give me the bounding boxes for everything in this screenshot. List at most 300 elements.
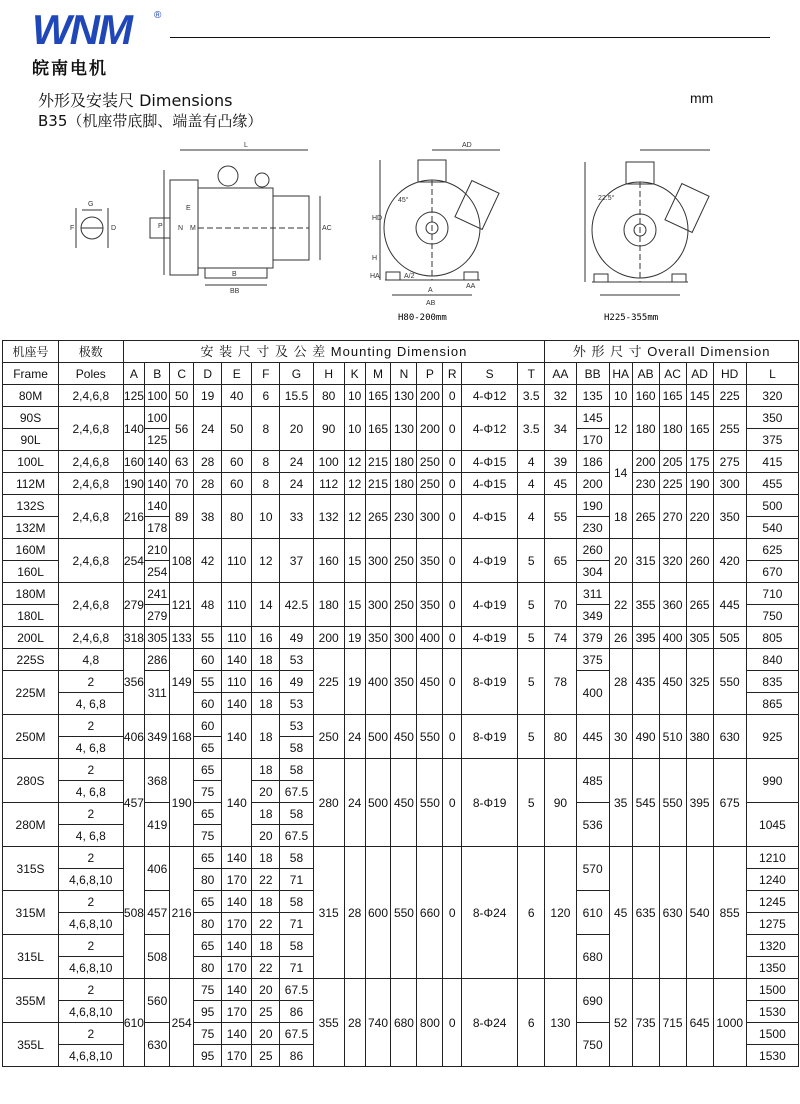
cell-p: 300 xyxy=(417,495,443,539)
cell-g: 86 xyxy=(280,1045,313,1067)
dim-label-22-5deg: 22.5° xyxy=(598,195,615,202)
cell-b: 210 xyxy=(145,539,170,561)
cell-k: 24 xyxy=(344,715,365,759)
header-col-e: E xyxy=(222,363,252,385)
side-view-drawing xyxy=(150,150,320,285)
cell-r: 0 xyxy=(443,649,462,715)
cell-g: 58 xyxy=(280,737,313,759)
cell-hd: 505 xyxy=(713,627,746,649)
cell-g: 58 xyxy=(280,891,313,913)
cell-l: 350 xyxy=(746,407,798,429)
cell-ac: 450 xyxy=(659,649,686,715)
cell-l: 455 xyxy=(746,473,798,495)
cell-hd: 630 xyxy=(713,715,746,759)
cell-d: 80 xyxy=(194,957,222,979)
cell-frame: 90L xyxy=(3,429,59,451)
cell-ab: 160 xyxy=(632,385,659,407)
cell-b: 368 xyxy=(145,759,170,803)
cell-e: 170 xyxy=(222,1001,252,1023)
cell-c: 89 xyxy=(170,495,194,539)
cell-f: 18 xyxy=(252,935,280,957)
cell-f: 18 xyxy=(252,693,280,715)
cell-ha: 18 xyxy=(609,495,632,539)
cell-poles: 2,4,6,8 xyxy=(59,407,123,451)
cell-t: 5 xyxy=(518,583,545,627)
cell-bb: 485 xyxy=(576,759,609,803)
cell-ac: 320 xyxy=(659,539,686,583)
cell-ac: 270 xyxy=(659,495,686,539)
cell-poles: 4, 6,8 xyxy=(59,781,123,803)
cell-s: 4-Φ19 xyxy=(462,583,518,627)
cell-c: 121 xyxy=(170,583,194,627)
cell-g: 58 xyxy=(280,803,313,825)
cell-d: 65 xyxy=(194,759,222,781)
cell-aa: 90 xyxy=(545,759,576,847)
table-row xyxy=(3,407,799,429)
dim-label-F: F xyxy=(70,225,75,232)
cell-e: 80 xyxy=(222,495,252,539)
cell-frame: 180L xyxy=(3,605,59,627)
motor-dimension-drawing xyxy=(0,130,800,335)
cell-hd: 855 xyxy=(713,847,746,979)
cell-h: 355 xyxy=(313,979,344,1067)
cell-frame: 200L xyxy=(3,627,59,649)
cell-d: 38 xyxy=(194,495,222,539)
cell-bb: 230 xyxy=(576,517,609,539)
cell-poles: 4,6,8,10 xyxy=(59,957,123,979)
cell-l: 1045 xyxy=(746,803,798,847)
cell-aa: 78 xyxy=(545,649,576,715)
table-row xyxy=(3,539,799,561)
cell-poles: 4,6,8,10 xyxy=(59,1001,123,1023)
cell-k: 19 xyxy=(344,649,365,715)
cell-ha: 12 xyxy=(609,407,632,451)
dim-label-M: M xyxy=(190,225,196,232)
cell-poles: 2 xyxy=(59,715,123,737)
cell-a: 125 xyxy=(123,385,145,407)
cell-c: 108 xyxy=(170,539,194,583)
cell-frame: 225M xyxy=(3,671,59,715)
cell-frame: 280S xyxy=(3,759,59,803)
cell-d: 65 xyxy=(194,803,222,825)
cell-bb: 690 xyxy=(576,979,609,1023)
cell-aa: 70 xyxy=(545,583,576,627)
cell-n: 350 xyxy=(391,649,417,715)
cell-t: 3.5 xyxy=(518,385,545,407)
header-col-ac: AC xyxy=(659,363,686,385)
cell-hd: 420 xyxy=(713,539,746,583)
cell-a: 406 xyxy=(123,715,145,759)
cell-poles: 4,6,8,10 xyxy=(59,869,123,891)
cell-b: 140 xyxy=(145,495,170,517)
cell-r: 0 xyxy=(443,627,462,649)
cell-d: 75 xyxy=(194,1023,222,1045)
cell-poles: 2,4,6,8 xyxy=(59,495,123,539)
cell-l: 1500 xyxy=(746,979,798,1001)
dim-label-D: D xyxy=(111,225,117,232)
cell-p: 550 xyxy=(417,759,443,847)
cell-p: 450 xyxy=(417,649,443,715)
cell-poles: 2,4,6,8 xyxy=(59,627,123,649)
cell-ha: 26 xyxy=(609,627,632,649)
cell-bb: 680 xyxy=(576,935,609,979)
cell-ab: 635 xyxy=(632,847,659,979)
cell-l: 1210 xyxy=(746,847,798,869)
cell-k: 19 xyxy=(344,627,365,649)
cell-frame: 250M xyxy=(3,715,59,759)
cell-g: 49 xyxy=(280,671,313,693)
cell-bb: 145 xyxy=(576,407,609,429)
cell-m: 350 xyxy=(365,627,391,649)
cell-poles: 2,4,6,8 xyxy=(59,451,123,473)
page-title: 外形及安装尺 Dimensions xyxy=(38,91,233,110)
cell-s: 4-Φ15 xyxy=(462,495,518,539)
cell-hd: 275 xyxy=(713,451,746,473)
cell-ab: 315 xyxy=(632,539,659,583)
cell-d: 28 xyxy=(194,473,222,495)
header-row-1 xyxy=(3,341,799,363)
cell-g: 71 xyxy=(280,869,313,891)
cell-g: 67.5 xyxy=(280,825,313,847)
cell-frame: 80M xyxy=(3,385,59,407)
cell-d: 48 xyxy=(194,583,222,627)
cell-b: 286 xyxy=(145,649,170,671)
cell-ad: 265 xyxy=(686,583,713,627)
cell-k: 28 xyxy=(344,979,365,1067)
cell-poles: 4,6,8,10 xyxy=(59,1045,123,1067)
cell-h: 315 xyxy=(313,847,344,979)
cell-t: 6 xyxy=(518,847,545,979)
cell-b: 305 xyxy=(145,627,170,649)
cell-f: 25 xyxy=(252,1045,280,1067)
table-row xyxy=(3,649,799,671)
cell-f: 22 xyxy=(252,869,280,891)
header-col-a: A xyxy=(123,363,145,385)
front-view-large-drawing xyxy=(585,150,710,295)
cell-poles: 4, 6,8 xyxy=(59,825,123,847)
cell-t: 3.5 xyxy=(518,407,545,451)
header-col-ad: AD xyxy=(686,363,713,385)
table-row xyxy=(3,759,799,781)
cell-bb: 750 xyxy=(576,1023,609,1067)
cell-l: 540 xyxy=(746,517,798,539)
cell-l: 415 xyxy=(746,451,798,473)
cell-t: 5 xyxy=(518,649,545,715)
cell-l: 750 xyxy=(746,605,798,627)
cell-frame: 355L xyxy=(3,1023,59,1067)
cell-bb: 186 xyxy=(576,451,609,473)
table-row xyxy=(3,495,799,517)
cell-ad: 305 xyxy=(686,627,713,649)
cell-poles: 2 xyxy=(59,759,123,781)
cell-ac: 510 xyxy=(659,715,686,759)
cell-b: 100 xyxy=(145,385,170,407)
cell-poles: 2,4,6,8 xyxy=(59,473,123,495)
cell-frame: 180M xyxy=(3,583,59,605)
cell-hd: 350 xyxy=(713,495,746,539)
cell-f: 16 xyxy=(252,671,280,693)
cell-bb: 536 xyxy=(576,803,609,847)
cell-s: 4-Φ12 xyxy=(462,385,518,407)
cell-p: 200 xyxy=(417,407,443,451)
cell-e: 110 xyxy=(222,627,252,649)
cell-p: 250 xyxy=(417,451,443,473)
cell-k: 10 xyxy=(344,385,365,407)
cell-e: 140 xyxy=(222,935,252,957)
cell-ac: 165 xyxy=(659,385,686,407)
cell-e: 60 xyxy=(222,451,252,473)
cell-a: 190 xyxy=(123,473,145,495)
cell-t: 5 xyxy=(518,759,545,847)
cell-hd: 550 xyxy=(713,649,746,715)
cell-s: 8-Φ24 xyxy=(462,847,518,979)
cell-l: 1350 xyxy=(746,957,798,979)
cell-m: 600 xyxy=(365,847,391,979)
cell-m: 165 xyxy=(365,385,391,407)
header-col-bb: BB xyxy=(576,363,609,385)
cell-poles: 4, 6,8 xyxy=(59,737,123,759)
cell-poles: 4,8 xyxy=(59,649,123,671)
cell-f: 10 xyxy=(252,495,280,539)
cell-d: 55 xyxy=(194,671,222,693)
cell-e: 110 xyxy=(222,671,252,693)
cell-p: 350 xyxy=(417,583,443,627)
cell-g: 58 xyxy=(280,847,313,869)
dim-label-A-half: A/2 xyxy=(404,273,415,280)
cell-ad: 165 xyxy=(686,407,713,451)
cell-g: 33 xyxy=(280,495,313,539)
header-col-b: B xyxy=(145,363,170,385)
cell-f: 18 xyxy=(252,847,280,869)
cell-s: 8-Φ24 xyxy=(462,979,518,1067)
cell-hd: 675 xyxy=(713,759,746,847)
table-row xyxy=(3,583,799,605)
cell-ha: 45 xyxy=(609,847,632,979)
cell-aa: 74 xyxy=(545,627,576,649)
cell-poles: 2 xyxy=(59,671,123,693)
dim-label-HD: HD xyxy=(372,215,383,222)
cell-f: 22 xyxy=(252,913,280,935)
cell-t: 6 xyxy=(518,979,545,1067)
header-poles-cn: 极数 xyxy=(59,341,123,363)
cell-h: 90 xyxy=(313,407,344,451)
cell-aa: 80 xyxy=(545,715,576,759)
cell-d: 55 xyxy=(194,627,222,649)
cell-g: 20 xyxy=(280,407,313,451)
dim-label-B: B xyxy=(232,271,237,278)
cell-ab: 230 xyxy=(632,473,659,495)
cell-p: 550 xyxy=(417,715,443,759)
dim-label-45deg: 45° xyxy=(398,197,409,204)
unit-label: mm xyxy=(690,90,714,106)
cell-c: 254 xyxy=(170,979,194,1067)
cell-e: 140 xyxy=(222,847,252,869)
cell-bb: 570 xyxy=(576,847,609,891)
cell-poles: 2 xyxy=(59,1023,123,1045)
cell-a: 279 xyxy=(123,583,145,627)
cell-h: 160 xyxy=(313,539,344,583)
cell-d: 95 xyxy=(194,1001,222,1023)
cell-r: 0 xyxy=(443,407,462,451)
cell-c: 216 xyxy=(170,847,194,979)
cell-l: 840 xyxy=(746,649,798,671)
cell-g: 53 xyxy=(280,693,313,715)
cell-frame: 225S xyxy=(3,649,59,671)
cell-h: 132 xyxy=(313,495,344,539)
cell-ab: 200 xyxy=(632,451,659,473)
cell-d: 60 xyxy=(194,649,222,671)
cell-f: 18 xyxy=(252,715,280,759)
cell-n: 680 xyxy=(391,979,417,1067)
cell-s: 4-Φ15 xyxy=(462,451,518,473)
cell-d: 95 xyxy=(194,1045,222,1067)
cell-hd: 225 xyxy=(713,385,746,407)
cell-b: 241 xyxy=(145,583,170,605)
cell-b: 125 xyxy=(145,429,170,451)
cell-bb: 375 xyxy=(576,649,609,671)
front-view-small-drawing xyxy=(380,150,500,295)
cell-f: 25 xyxy=(252,1001,280,1023)
cell-k: 10 xyxy=(344,407,365,451)
cell-bb: 190 xyxy=(576,495,609,517)
cell-a: 140 xyxy=(123,407,145,451)
cell-d: 60 xyxy=(194,715,222,737)
cell-bb: 200 xyxy=(576,473,609,495)
cell-g: 15.5 xyxy=(280,385,313,407)
cell-ha: 35 xyxy=(609,759,632,847)
cell-b: 419 xyxy=(145,803,170,847)
cell-e: 170 xyxy=(222,1045,252,1067)
cell-l: 1275 xyxy=(746,913,798,935)
cell-d: 28 xyxy=(194,451,222,473)
cell-a: 356 xyxy=(123,649,145,715)
cell-bb: 349 xyxy=(576,605,609,627)
cell-f: 18 xyxy=(252,649,280,671)
cell-a: 457 xyxy=(123,759,145,847)
dim-label-A: A xyxy=(428,287,433,294)
cell-h: 280 xyxy=(313,759,344,847)
cell-m: 165 xyxy=(365,407,391,451)
cell-frame: 132M xyxy=(3,517,59,539)
cell-s: 4-Φ19 xyxy=(462,539,518,583)
dim-label-AC: AC xyxy=(322,225,332,232)
header-col-r: R xyxy=(443,363,462,385)
dim-label-AA: AA xyxy=(466,283,476,290)
cell-frame: 315M xyxy=(3,891,59,935)
cell-r: 0 xyxy=(443,451,462,473)
cell-t: 4 xyxy=(518,451,545,473)
cell-l: 320 xyxy=(746,385,798,407)
cell-c: 168 xyxy=(170,715,194,759)
cell-a: 254 xyxy=(123,539,145,583)
header-frame: Frame xyxy=(3,363,59,385)
cell-f: 20 xyxy=(252,1023,280,1045)
cell-n: 230 xyxy=(391,495,417,539)
cell-n: 250 xyxy=(391,583,417,627)
cell-p: 250 xyxy=(417,473,443,495)
cell-e: 170 xyxy=(222,913,252,935)
cell-d: 75 xyxy=(194,825,222,847)
cell-f: 20 xyxy=(252,979,280,1001)
cell-p: 660 xyxy=(417,847,443,979)
cell-ad: 260 xyxy=(686,539,713,583)
cell-f: 18 xyxy=(252,891,280,913)
cell-c: 63 xyxy=(170,451,194,473)
cell-n: 180 xyxy=(391,473,417,495)
cell-r: 0 xyxy=(443,583,462,627)
cell-aa: 39 xyxy=(545,451,576,473)
cell-h: 180 xyxy=(313,583,344,627)
header-mounting-group: 安 装 尺 寸 及 公 差 Mounting Dimension xyxy=(123,341,545,363)
cell-b: 630 xyxy=(145,1023,170,1067)
cell-n: 130 xyxy=(391,385,417,407)
cell-frame: 355M xyxy=(3,979,59,1023)
cell-a: 160 xyxy=(123,451,145,473)
cell-l: 990 xyxy=(746,759,798,803)
cell-f: 20 xyxy=(252,781,280,803)
cell-g: 58 xyxy=(280,759,313,781)
cell-s: 4-Φ19 xyxy=(462,627,518,649)
cell-g: 71 xyxy=(280,913,313,935)
cell-t: 5 xyxy=(518,539,545,583)
cell-bb: 445 xyxy=(576,715,609,759)
cell-r: 0 xyxy=(443,495,462,539)
dim-label-H: H xyxy=(372,255,378,262)
cell-k: 12 xyxy=(344,495,365,539)
cell-ha: 28 xyxy=(609,649,632,715)
caption-h225-355: H225-355mm xyxy=(604,313,659,323)
caption-h80-200: H80-200mm xyxy=(398,313,447,323)
cell-ha: 10 xyxy=(609,385,632,407)
cell-a: 318 xyxy=(123,627,145,649)
cell-g: 24 xyxy=(280,473,313,495)
cell-aa: 45 xyxy=(545,473,576,495)
cell-c: 149 xyxy=(170,649,194,715)
cell-frame: 132S xyxy=(3,495,59,517)
table-row xyxy=(3,715,799,737)
cell-ab: 490 xyxy=(632,715,659,759)
cell-l: 1245 xyxy=(746,891,798,913)
cell-ab: 355 xyxy=(632,583,659,627)
cell-k: 28 xyxy=(344,847,365,979)
cell-d: 75 xyxy=(194,979,222,1001)
header-rule xyxy=(170,37,770,38)
table-row xyxy=(3,627,799,649)
cell-aa: 55 xyxy=(545,495,576,539)
cell-r: 0 xyxy=(443,473,462,495)
cell-ha: 20 xyxy=(609,539,632,583)
header-col-ha: HA xyxy=(609,363,632,385)
cell-bb: 170 xyxy=(576,429,609,451)
header-frame-cn: 机座号 xyxy=(3,341,59,363)
cell-ad: 145 xyxy=(686,385,713,407)
cell-bb: 260 xyxy=(576,539,609,561)
cell-s: 8-Φ19 xyxy=(462,715,518,759)
cell-aa: 32 xyxy=(545,385,576,407)
cell-poles: 2 xyxy=(59,891,123,913)
cell-l: 670 xyxy=(746,561,798,583)
cell-ac: 225 xyxy=(659,473,686,495)
cell-p: 800 xyxy=(417,979,443,1067)
table-row xyxy=(3,385,799,407)
cell-b: 178 xyxy=(145,517,170,539)
cell-l: 865 xyxy=(746,693,798,715)
cell-ha: 52 xyxy=(609,979,632,1067)
cell-aa: 130 xyxy=(545,979,576,1067)
cell-e: 40 xyxy=(222,385,252,407)
cell-n: 300 xyxy=(391,627,417,649)
cell-l: 1320 xyxy=(746,935,798,957)
